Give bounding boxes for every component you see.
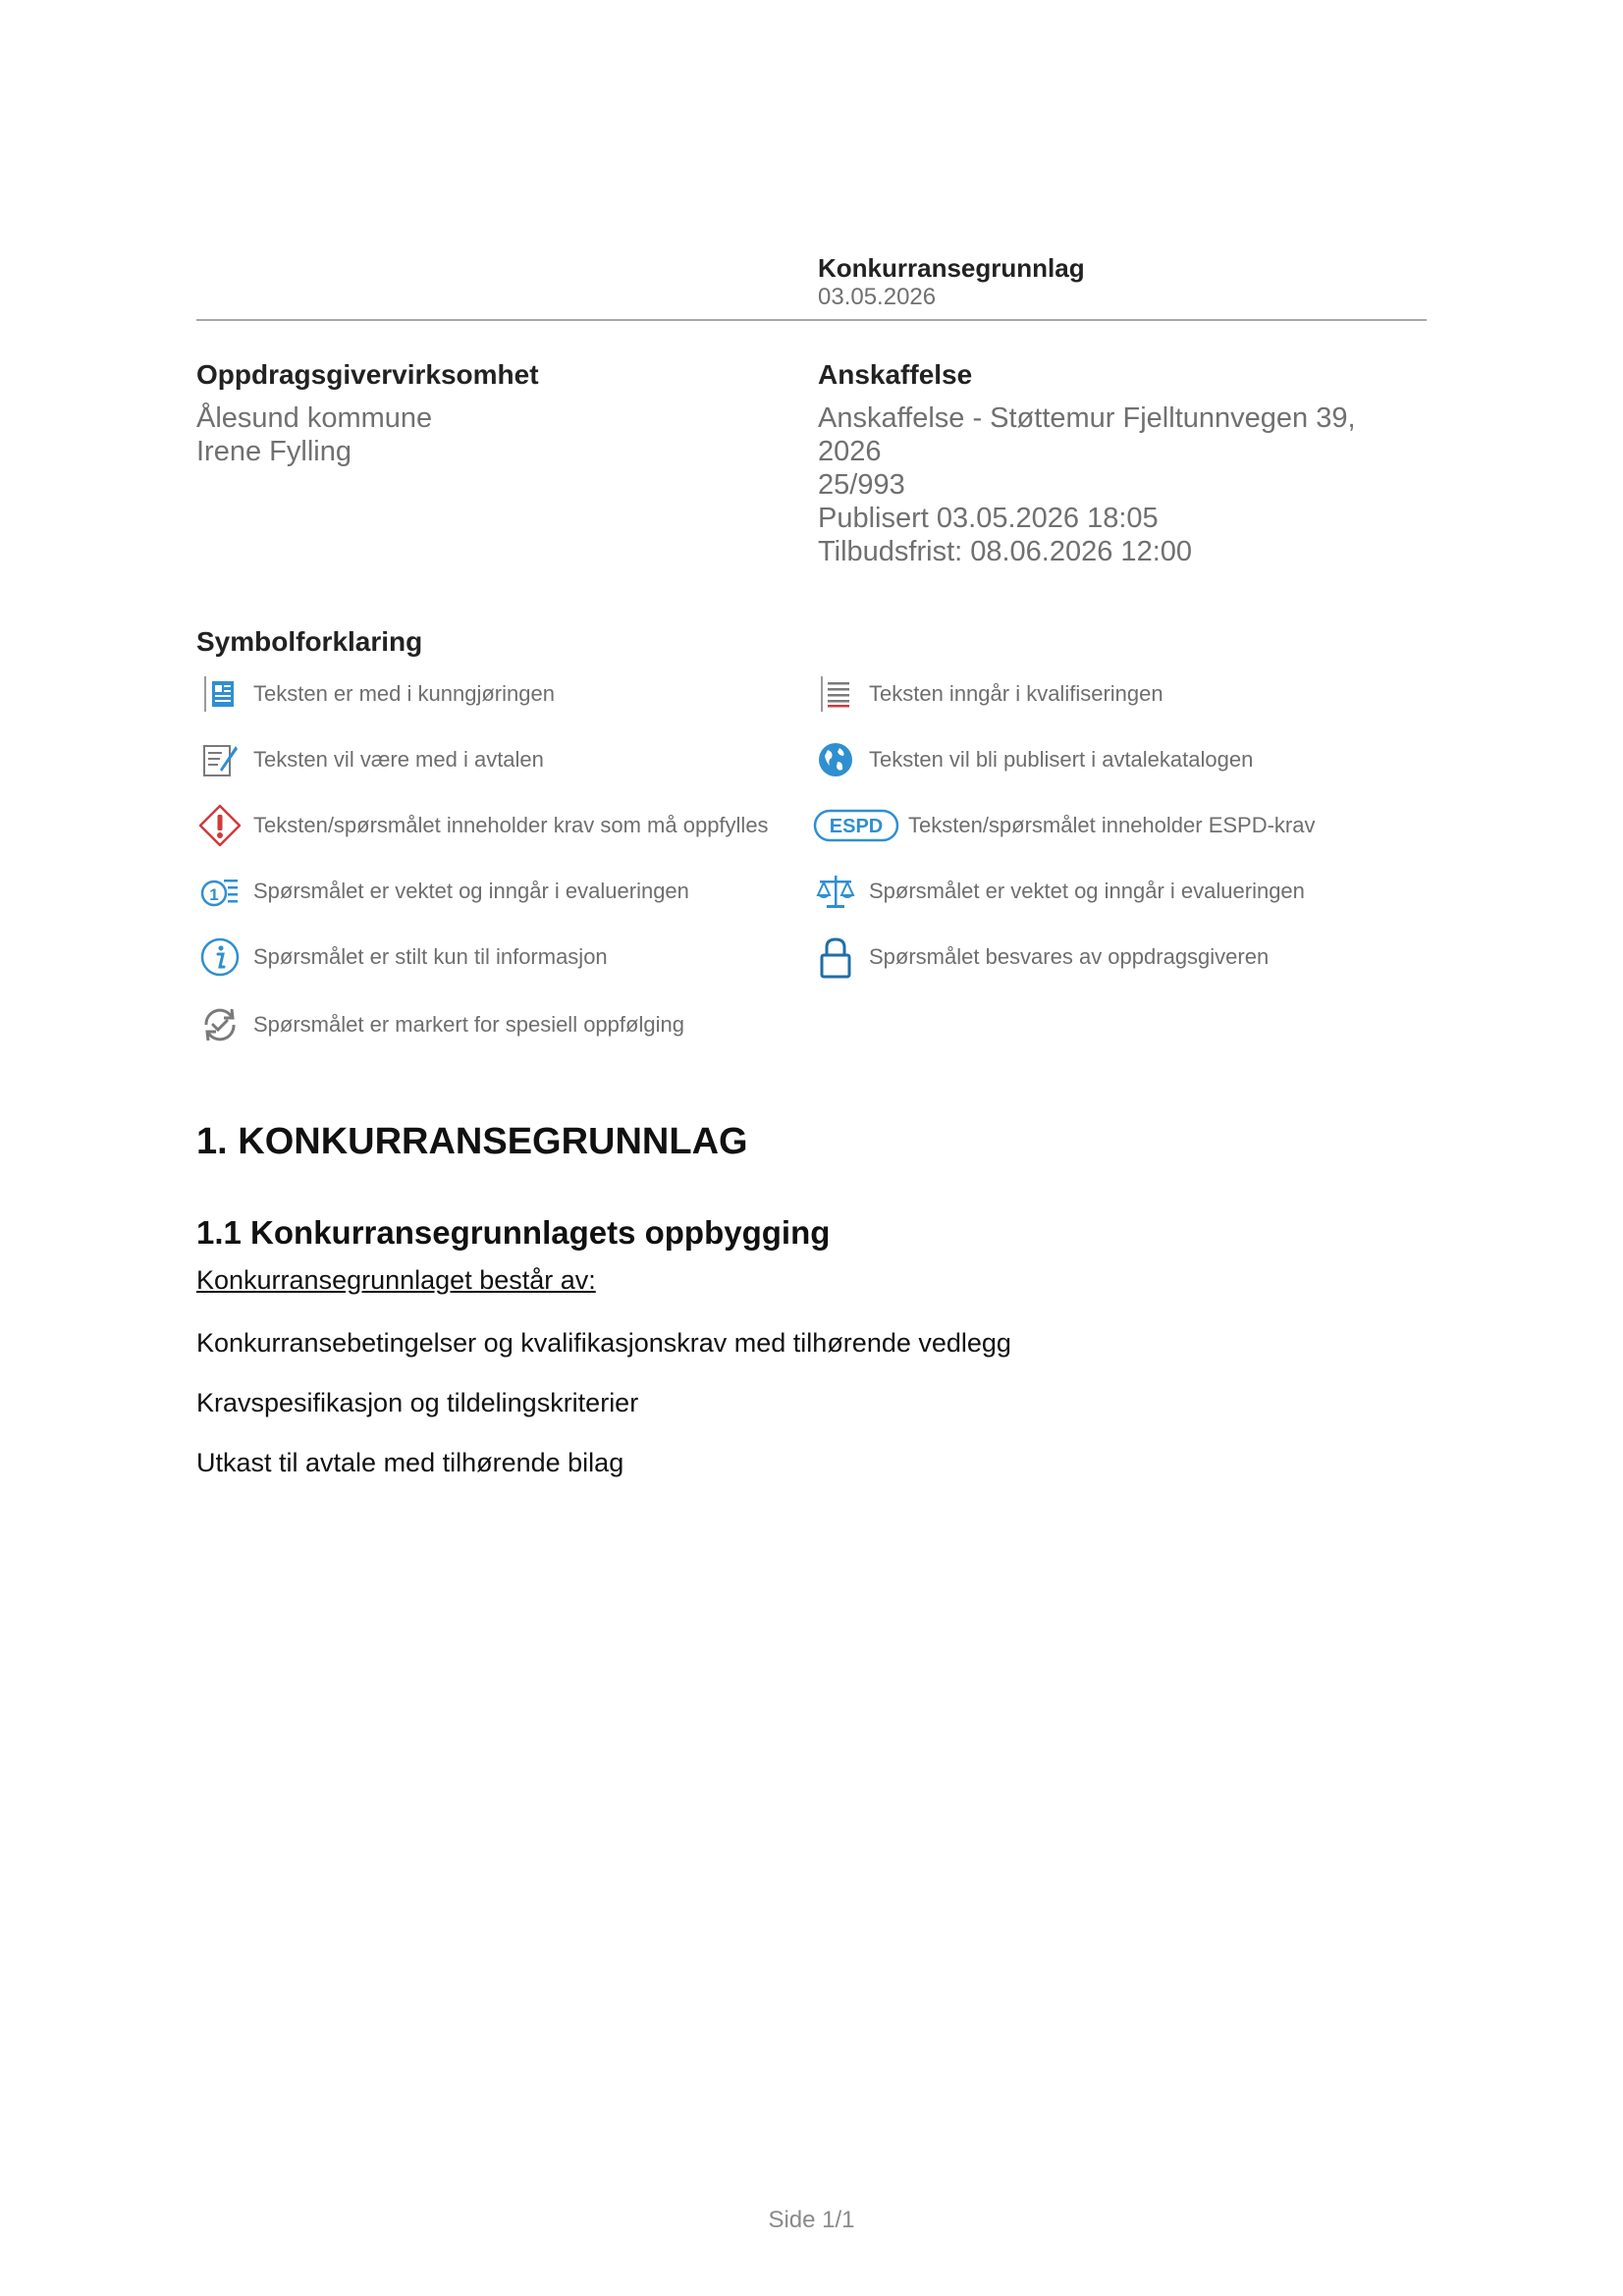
legend-item: [196, 672, 555, 716]
legend-label: Teksten vil bli publisert i avtalekatalogen: [869, 747, 1254, 772]
procurement-deadline: Tilbudsfrist: 08.06.2026 12:00: [818, 536, 1193, 567]
page-number: Side 1/1: [768, 2207, 855, 2233]
legend-item: [196, 1003, 684, 1046]
procurement-name: Anskaffelse - Støttemur Fjelltunnvegen 39,: [818, 402, 1356, 434]
legend-label: Teksten er med i kunngjøringen: [253, 681, 555, 706]
legend-item: [812, 738, 1253, 781]
espd-badge-text: ESPD: [829, 816, 884, 837]
legend-label: Teksten vil være med i avtalen: [253, 747, 544, 772]
info-icon: [196, 935, 243, 979]
legend-label: Teksten/spørsmålet inneholder krav som må oppfylles: [253, 813, 769, 837]
lock-icon: [812, 935, 859, 979]
buyer-organization: Ålesund kommune: [196, 402, 433, 434]
warning-diamond-icon: [196, 804, 243, 847]
paragraph: Kravspesifikasjon og tildelingskriterier: [196, 1388, 639, 1417]
legend-label: Spørsmålet besvares av oppdragsgiveren: [869, 944, 1270, 969]
subsection-intro: Konkurransegrunnlaget består av:: [196, 1265, 596, 1295]
procurement-heading: Anskaffelse: [818, 359, 973, 390]
document-title: Konkurransegrunnlag: [818, 253, 1085, 283]
legend-item: [812, 672, 1163, 716]
qualification-list-icon: [812, 672, 859, 716]
legend-label: Spørsmålet er vektet og inngår i evalueringen: [869, 879, 1305, 903]
legend-item: [812, 804, 1316, 847]
svg-text:1: 1: [209, 885, 219, 904]
procurement-published: Publisert 03.05.2026 18:05: [818, 503, 1159, 534]
weighted-list-icon: [196, 870, 243, 913]
legend-item: [812, 935, 1269, 979]
legend-label: Spørsmålet er vektet og inngår i evalueringen: [253, 879, 689, 903]
document-date: 03.05.2026: [818, 284, 937, 310]
legend-item: [812, 870, 1305, 913]
legend-item: [196, 935, 608, 979]
legend-label: Teksten/spørsmålet inneholder ESPD-krav: [908, 813, 1316, 837]
document-header: [818, 252, 1427, 311]
legend-label: Teksten inngår i kvalifiseringen: [869, 681, 1163, 706]
contract-pen-icon: [196, 738, 243, 781]
buyer-info: [196, 358, 785, 468]
paragraph: Konkurransebetingelser og kvalifikasjonskrav med tilhørende vedlegg: [196, 1328, 1011, 1358]
followup-refresh-icon: [196, 1003, 243, 1046]
procurement-info: [818, 358, 1427, 568]
scales-icon: [812, 870, 859, 913]
globe-icon: [812, 738, 859, 781]
subsection-heading: 1.1 Konkurransegrunnlagets oppbygging: [196, 1214, 831, 1251]
legend-item: [196, 738, 544, 781]
buyer-contact: Irene Fylling: [196, 436, 352, 467]
legend-item: [196, 804, 769, 847]
announcement-icon: [196, 672, 243, 716]
header-divider: [196, 319, 1427, 321]
legend-item: [196, 870, 689, 913]
procurement-reference: 25/993: [818, 469, 905, 501]
paragraph: Utkast til avtale med tilhørende bilag: [196, 1448, 624, 1477]
section-heading: 1. KONKURRANSEGRUNNLAG: [196, 1121, 748, 1162]
legend-heading: Symbolforklaring: [196, 626, 423, 657]
espd-badge-icon: [812, 804, 900, 847]
procurement-year: 2026: [818, 436, 882, 467]
legend-label: Spørsmålet er markert for spesiell oppfølging: [253, 1012, 684, 1037]
buyer-heading: Oppdragsgivervirksomhet: [196, 359, 539, 390]
legend-label: Spørsmålet er stilt kun til informasjon: [253, 944, 608, 969]
